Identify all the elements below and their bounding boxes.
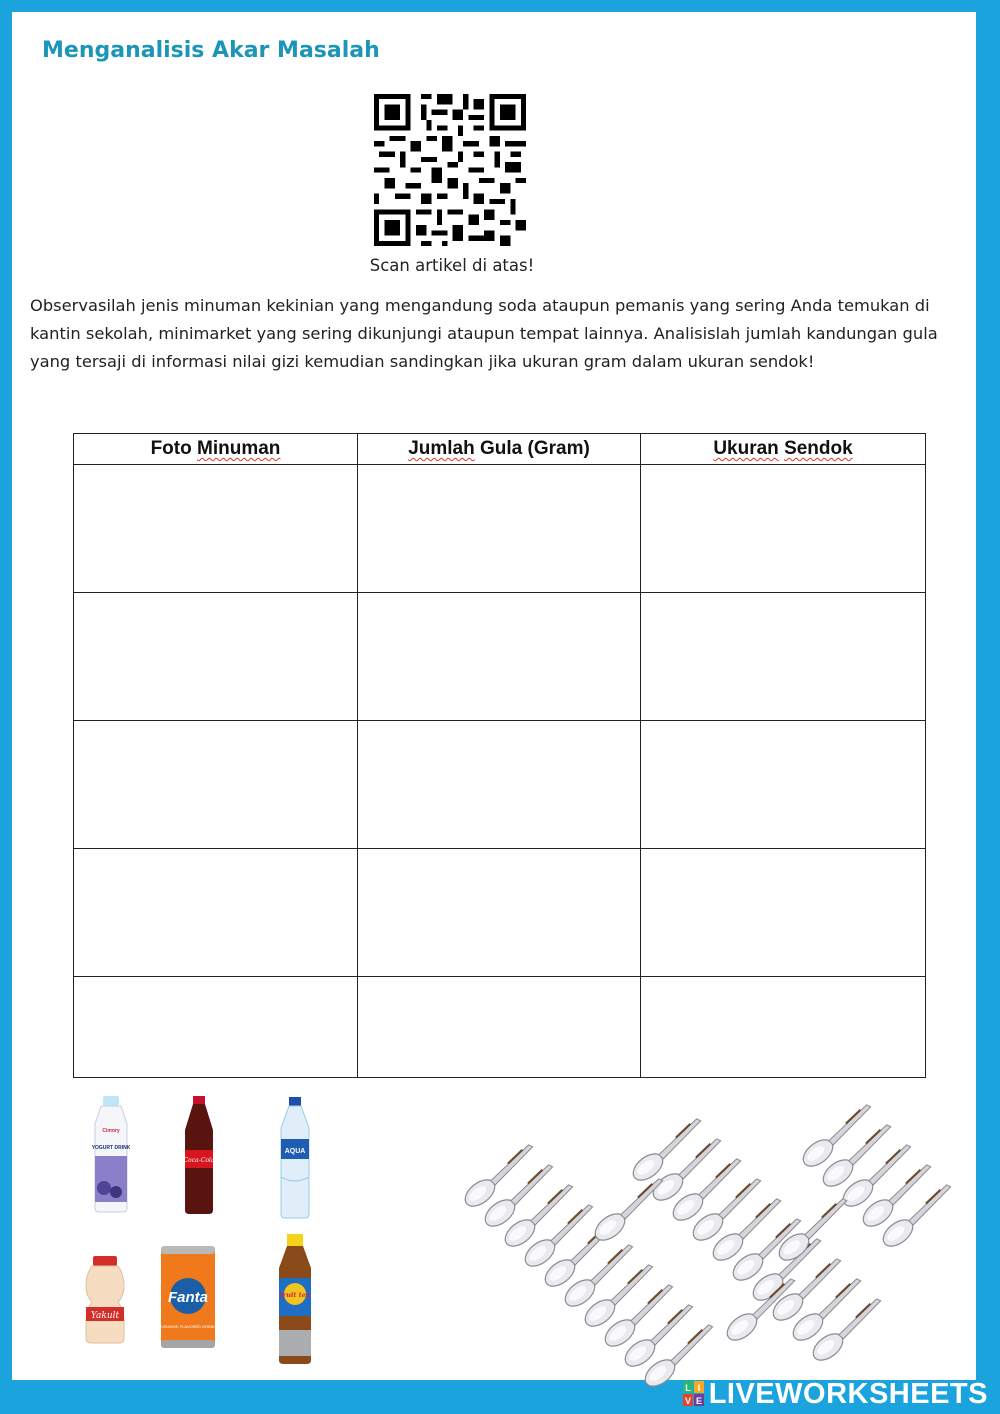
- spoons-draggable[interactable]: [460, 1102, 959, 1387]
- page-title: Menganalisis Akar Masalah: [42, 38, 380, 63]
- table-row: [74, 593, 926, 721]
- input-cell-sugar-grams[interactable]: [358, 977, 641, 1078]
- drop-cell-spoons[interactable]: [641, 977, 926, 1078]
- header-foto-minuman: [74, 434, 358, 465]
- yogurt-label-text: YOGURT DRINK: [91, 1145, 131, 1151]
- header-ukuran-sendok: [641, 434, 926, 465]
- input-cell-sugar-grams[interactable]: [358, 849, 641, 977]
- drop-cell-photo[interactable]: [74, 593, 358, 721]
- table-row: [74, 465, 926, 593]
- worksheet-page: [12, 12, 976, 1380]
- cola-bottle-image[interactable]: [179, 1096, 219, 1216]
- drop-cell-photo[interactable]: [74, 721, 358, 849]
- drop-cell-photo[interactable]: [74, 465, 358, 593]
- table-row: [74, 977, 926, 1078]
- fruit-tea-label-text: fruit tea: [279, 1291, 311, 1299]
- header-text: Jumlah: [408, 438, 475, 459]
- table-row: [74, 849, 926, 977]
- header-text: Foto: [150, 438, 198, 459]
- fruit-tea-bottle-image[interactable]: [270, 1234, 320, 1366]
- drop-cell-spoons[interactable]: [641, 465, 926, 593]
- fanta-label-text: Fanta: [167, 1289, 209, 1306]
- logo-letter: L: [684, 1383, 691, 1393]
- fanta-can-image[interactable]: [157, 1244, 219, 1350]
- analysis-table: [73, 433, 926, 1078]
- drop-cell-photo[interactable]: [74, 977, 358, 1078]
- logo-letter: V: [684, 1396, 691, 1406]
- header-jumlah-gula: [358, 434, 641, 465]
- liveworksheets-brand-text: LIVEWORKSHEETS: [708, 1377, 988, 1410]
- input-cell-sugar-grams[interactable]: [358, 465, 641, 593]
- header-text: Ukuran: [713, 438, 779, 459]
- input-cell-sugar-grams[interactable]: [358, 593, 641, 721]
- header-text: Minuman: [197, 438, 281, 459]
- yakult-label-text: Yakult: [90, 1311, 120, 1321]
- logo-letter: I: [697, 1383, 700, 1393]
- yogurt-brand-text: Cimory: [102, 1128, 120, 1134]
- qr-caption: Scan artikel di atas!: [369, 256, 535, 275]
- yogurt-drink-image[interactable]: [86, 1094, 136, 1214]
- drop-cell-spoons[interactable]: [641, 593, 926, 721]
- fanta-sub-text: ORANGE FLAVORED DRINK: [161, 1324, 215, 1329]
- spoon-pile: [442, 1077, 972, 1387]
- drop-cell-spoons[interactable]: [641, 721, 926, 849]
- qr-code: [374, 94, 526, 246]
- drop-cell-photo[interactable]: [74, 849, 358, 977]
- liveworksheets-icon: [683, 1381, 705, 1407]
- instructions-paragraph: Observasilah jenis minuman kekinian yang mengandung soda ataupun pemanis yang sering Anda temukan di kantin sekolah, minimarket yang sering dikunjungi ataupun tempat lainnya. Analisislah jumlah kandungan gula yang tersaji di informasi nilai gizi kemudian sandingkan jika ukuran gram dalam ukuran sendok!: [30, 296, 938, 371]
- input-cell-sugar-grams[interactable]: [358, 721, 641, 849]
- header-text: Sendok: [784, 438, 853, 459]
- water-bottle-image[interactable]: [274, 1097, 316, 1219]
- yakult-bottle-image[interactable]: [80, 1255, 130, 1345]
- table-header-row: [74, 434, 926, 465]
- header-text: Gula (Gram): [474, 438, 590, 459]
- table-row: [74, 721, 926, 849]
- liveworksheets-logo: [683, 1379, 988, 1409]
- logo-letter: E: [695, 1396, 702, 1406]
- drop-cell-spoons[interactable]: [641, 849, 926, 977]
- cola-label-text: Coca-Cola: [183, 1157, 215, 1164]
- water-label-text: AQUA: [284, 1148, 306, 1155]
